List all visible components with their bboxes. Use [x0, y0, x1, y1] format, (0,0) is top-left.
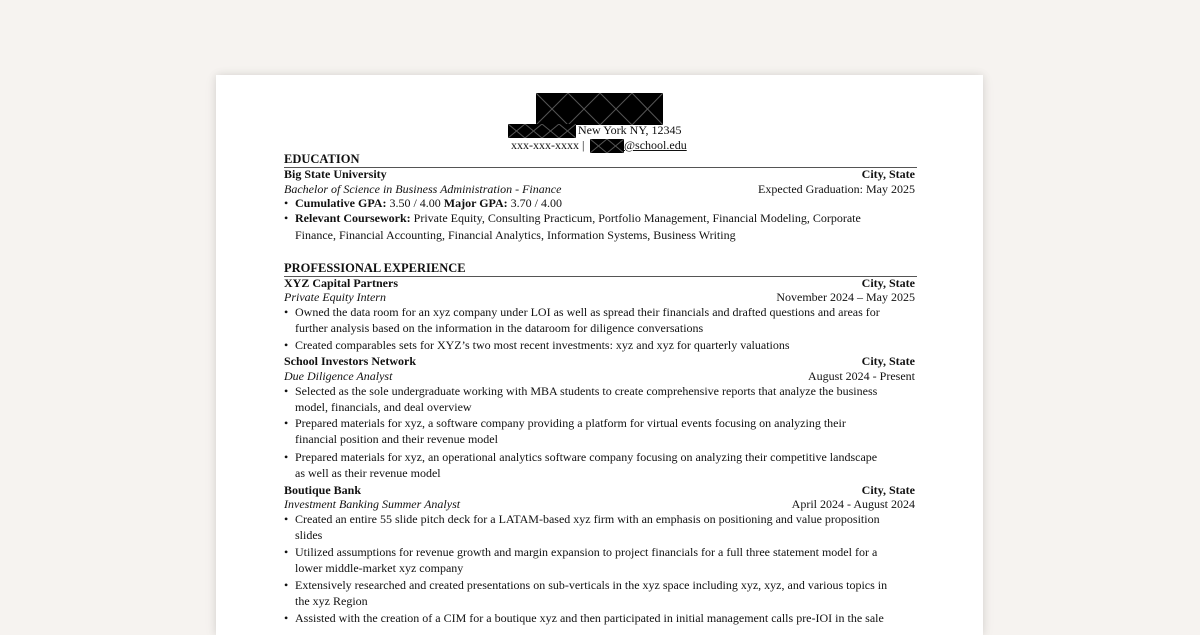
company-name: School Investors Network	[284, 354, 416, 368]
bullet-dot: •	[284, 211, 289, 225]
coursework-line-1	[295, 211, 861, 226]
bullet-text: Assisted with the creation of a CIM for a boutique xyz and then participated in initial management calls pre-IOI in the sale	[295, 611, 884, 625]
bullet-text-cont: financial position and their revenue model	[295, 432, 498, 446]
bullet-dot: •	[284, 450, 289, 464]
redacted-street	[508, 124, 576, 138]
email-link[interactable]: @school.edu	[624, 138, 687, 152]
bullet-text: Utilized assumptions for revenue growth and margin expansion to project financials for a full three statement model for a	[295, 545, 878, 559]
bullet-dot: •	[284, 611, 289, 625]
job-role: Investment Banking Summer Analyst	[284, 497, 461, 511]
resume-page	[216, 75, 983, 635]
bullet-text-cont: as well as their revenue model	[295, 466, 441, 480]
job-dates: April 2024 - August 2024	[791, 497, 915, 511]
bullet-text: Created an entire 55 slide pitch deck for a LATAM-based xyz firm with an emphasis on positioning and value proposition	[295, 512, 880, 526]
school-location: City, State	[861, 167, 915, 181]
gpa-line	[295, 196, 562, 211]
bullet-dot: •	[284, 416, 289, 430]
major-gpa-label: Major GPA:	[443, 196, 508, 210]
company-name: Boutique Bank	[284, 483, 362, 497]
job-role: Private Equity Intern	[284, 290, 386, 304]
job-role: Due Diligence Analyst	[284, 369, 393, 383]
bullet-dot: •	[284, 338, 289, 352]
bullet-text-cont: further analysis based on the information in the dataroom for diligence conversations	[295, 321, 704, 335]
graduation-date: Expected Graduation: May 2025	[758, 182, 915, 196]
gpa-label: Cumulative GPA:	[295, 196, 387, 210]
company-location: City, State	[861, 354, 915, 368]
gpa-value: 3.50 / 4.00	[389, 196, 441, 210]
job-dates: August 2024 - Present	[808, 369, 915, 383]
bullet-dot: •	[284, 196, 289, 210]
bullet-text: Prepared materials for xyz, an operational analytics software company focusing on analyzing their competitive landscape	[295, 450, 878, 464]
bullet-text: Created comparables sets for XYZ’s two most recent investments: xyz and xyz for quarterly valuations	[295, 338, 790, 352]
bullet-text-cont: model, financials, and deal overview	[295, 400, 472, 414]
experience-heading: PROFESSIONAL EXPERIENCE	[284, 261, 466, 275]
company-location: City, State	[861, 483, 915, 497]
bullet-text-cont: the xyz Region	[295, 594, 368, 608]
major-gpa-value: 3.70 / 4.00	[510, 196, 562, 210]
bullet-text: Owned the data room for an xyz company under LOI as well as spread their financials and drafted questions and areas for	[295, 305, 880, 319]
redacted-email-user	[590, 139, 624, 153]
bullet-text: Extensively researched and created presentations on sub-verticals in the xyz space including xyz, xyz, and various topics in	[295, 578, 888, 592]
bullet-text-cont: lower middle-market xyz company	[295, 561, 464, 575]
bullet-dot: •	[284, 545, 289, 559]
phone-text: xxx-xxx-xxxx |	[511, 138, 585, 152]
job-dates: November 2024 – May 2025	[776, 290, 915, 304]
bullet-text: Prepared materials for xyz, a software company providing a platform for virtual events focusing on analyzing their	[295, 416, 846, 430]
bullet-dot: •	[284, 512, 289, 526]
redacted-name	[536, 93, 663, 125]
coursework-label: Relevant Coursework:	[295, 211, 411, 225]
bullet-text-cont: slides	[295, 528, 323, 542]
coursework-text-1: Private Equity, Consulting Practicum, Portfolio Management, Financial Modeling, Corporate	[413, 211, 861, 225]
address-text: New York NY, 12345	[578, 123, 682, 137]
bullet-dot: •	[284, 384, 289, 398]
company-name: XYZ Capital Partners	[284, 276, 398, 290]
school-name: Big State University	[284, 167, 387, 181]
bullet-dot: •	[284, 305, 289, 319]
coursework-line-2: Finance, Financial Accounting, Financial Analytics, Information Systems, Business Writing	[295, 228, 736, 242]
bullet-text: Selected as the sole undergraduate working with MBA students to create comprehensive reports that analyze the business	[295, 384, 878, 398]
degree: Bachelor of Science in Business Administration - Finance	[284, 182, 562, 196]
bullet-dot: •	[284, 578, 289, 592]
education-heading: EDUCATION	[284, 152, 360, 166]
company-location: City, State	[861, 276, 915, 290]
